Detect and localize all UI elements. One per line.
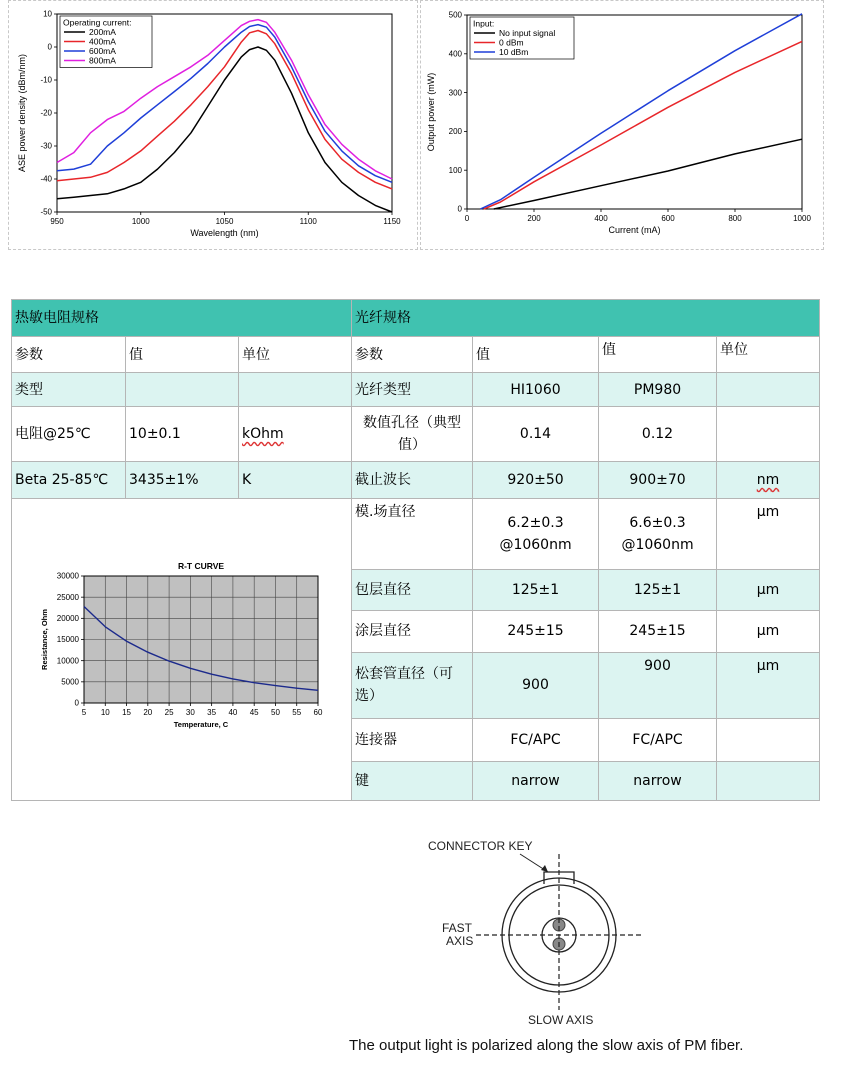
x-tick-label: 1000 [793,214,811,223]
x-tick-label: 600 [661,214,675,223]
legend-title: Operating current: [63,17,132,28]
y-tick-label: 5000 [61,677,79,687]
legend-entry: No input signal [499,28,556,38]
y-tick-label: -20 [40,108,52,118]
y-tick-label: 25000 [56,592,79,602]
x-tick-label: 1150 [383,217,401,226]
table-row: 松套管直径（可选） 900 900 µm [12,652,820,718]
x-tick-label: 35 [207,708,217,717]
rt-curve-chart [12,499,350,793]
x-tick-label: 60 [313,708,323,717]
y-tick-label: 0 [74,698,79,708]
x-axis-label: Wavelength (nm) [190,228,259,238]
y-axis-label: Resistance, Ohm [40,609,49,670]
x-tick-label: 1100 [299,217,317,226]
x-tick-label: 400 [594,214,608,223]
x-tick-label: 0 [464,214,470,223]
y-tick-label: 300 [448,88,462,98]
x-axis-label: Temperature, C [173,720,229,729]
pm-fiber-diagram [420,832,660,1032]
legend-title: Input: [473,18,495,29]
spec-table [11,299,820,801]
thermistor-header: 热敏电阻规格 [12,300,352,337]
ase-chart [9,1,417,249]
table-row: 电阻@25℃ 10±0.1 kOhm 数值孔径（典型值） 0.14 0.12 [12,407,820,462]
table-row: Beta 25-85℃ 3435±1% K 截止波长 920±50 900±70 nm [12,462,820,499]
y-tick-label: -10 [40,75,52,85]
col-value: 值 [126,337,239,373]
table-row: 类型 光纤类型 HI1060 PM980 [12,373,820,407]
x-tick-label: 1000 [131,217,150,226]
legend-entry: 0 dBm [499,37,524,48]
y-tick-label: 400 [448,49,462,59]
x-axis-label: Current (mA) [608,225,661,235]
y-tick-label: -50 [40,207,52,217]
table-row: 5 10 15 20 25 30 35 40 45 50 55 60 0 5000 10000 15000 20000 25000 30000 Temperature, C Resistance, Ohm R-T CURVE 模.场直径 6.2±0.3 @1060nm 6.6±0.3 @1060nm µm [12,499,820,570]
col-value: 值 [473,337,599,373]
x-tick-label: 15 [122,708,131,717]
y-tick-label: 15000 [56,635,79,645]
table-row: 涂层直径 245±15 245±15 µm [12,611,820,653]
x-tick-label: 5 [81,708,87,717]
y-tick-label: 0 [47,42,52,52]
y-tick-label: 0 [457,204,462,214]
power-chart [421,1,823,249]
y-tick-label: 10000 [56,656,79,666]
x-tick-label: 1050 [215,217,234,226]
x-tick-label: 30 [185,708,195,717]
connector-key-label: CONNECTOR KEY [428,839,533,853]
table-row: 连接器 FC/APC FC/APC [12,718,820,761]
col-param: 参数 [12,337,126,373]
power-chart-panel [420,0,824,250]
y-tick-label: -30 [40,141,52,151]
x-tick-label: 25 [164,708,174,717]
legend-entry: 800mA [89,55,116,66]
x-tick-label: 45 [249,708,259,717]
legend-entry: 600mA [89,46,116,56]
x-tick-label: 950 [50,217,64,226]
col-param: 参数 [352,337,473,373]
y-tick-label: 30000 [56,571,79,581]
x-tick-label: 200 [527,214,541,223]
x-tick-label: 800 [728,214,742,223]
y-tick-label: -40 [40,174,52,184]
chart-title: R-T CURVE [177,561,225,571]
series-line [57,47,392,212]
fiber-header: 光纤规格 [352,300,820,337]
fast-axis-label: FAST AXIS [442,921,474,948]
polarization-caption: The output light is polarized along the slow axis of PM fiber. [349,1037,744,1054]
table-row: 包层直径 125±1 125±1 µm [12,569,820,611]
col-value: 值 [599,337,717,373]
legend-entry: 200mA [89,27,116,37]
y-axis-label: Output power (mW) [426,72,436,152]
y-axis-label: ASE power density (dBm/nm) [17,53,27,173]
x-tick-label: 50 [271,708,280,717]
x-tick-label: 55 [292,708,302,717]
y-tick-label: 100 [448,165,462,175]
legend-entry: 10 dBm [499,47,529,57]
col-unit: 单位 [717,337,820,373]
rt-curve-cell [12,499,352,801]
y-tick-label: 20000 [56,614,79,623]
series-line [484,41,802,209]
x-tick-label: 40 [228,708,238,717]
x-tick-label: 20 [143,708,153,717]
y-tick-label: 500 [448,10,462,20]
col-unit: 单位 [239,337,352,373]
ase-chart-panel [8,0,418,250]
legend-entry: 400mA [89,36,116,47]
y-tick-label: 10 [43,9,52,19]
table-row: 键 narrow narrow [12,761,820,800]
slow-axis-label: SLOW AXIS [528,1013,594,1027]
y-tick-label: 200 [448,127,462,137]
x-tick-label: 10 [100,708,110,717]
